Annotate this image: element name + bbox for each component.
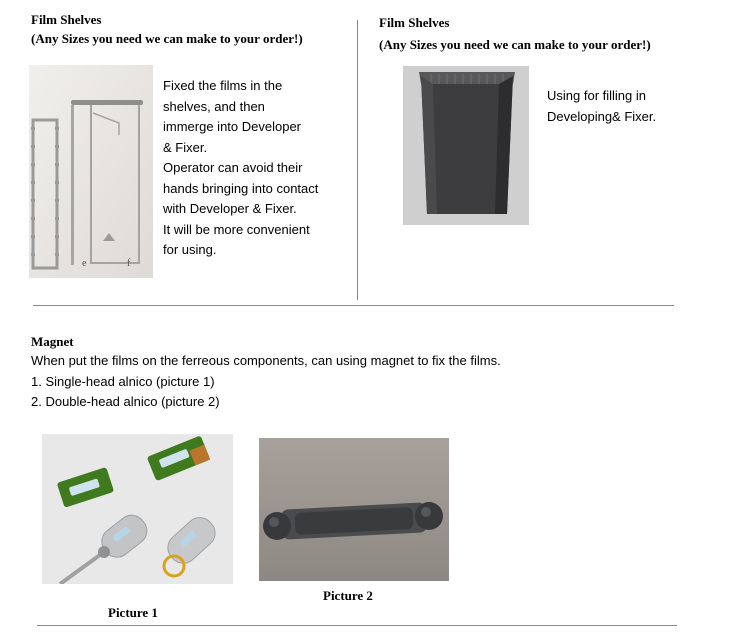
magnet-line: 2. Double-head alnico (picture 2) bbox=[31, 394, 220, 409]
film-tank-drawing bbox=[403, 66, 529, 225]
picture-2-caption: Picture 2 bbox=[323, 588, 373, 603]
magnet-title: Magnet bbox=[31, 334, 74, 349]
left-desc-line: & Fixer. bbox=[163, 139, 208, 155]
magnet-description bbox=[31, 351, 671, 413]
left-subtitle: (Any Sizes you need we can make to your order!) bbox=[31, 31, 303, 46]
single-head-alnico-drawing bbox=[42, 434, 233, 584]
right-title: Film Shelves bbox=[379, 15, 450, 30]
film-shelf-frame-drawing bbox=[29, 65, 153, 278]
left-desc-line: with Developer & Fixer. bbox=[163, 201, 297, 216]
right-subtitle: (Any Sizes you need we can make to your order!) bbox=[379, 37, 651, 52]
photo-label-e: e bbox=[82, 258, 87, 269]
photo-label-f: f bbox=[127, 258, 131, 269]
film-tank-photo bbox=[403, 66, 529, 225]
double-head-alnico-photo bbox=[259, 438, 449, 581]
double-head-alnico-drawing bbox=[259, 438, 449, 581]
left-desc-line: It will be more convenient bbox=[163, 221, 310, 237]
magnet-line: When put the films on the ferreous components, can using magnet to fix the films. bbox=[31, 353, 501, 368]
single-head-alnico-photo bbox=[42, 434, 233, 584]
right-desc-line: Using for filling in bbox=[547, 88, 646, 103]
left-desc-line: Fixed the films in the bbox=[163, 78, 283, 93]
right-desc-line: Developing& Fixer. bbox=[547, 108, 657, 124]
left-desc-line: shelves, and then bbox=[163, 98, 265, 114]
film-shelf-frame-photo bbox=[29, 65, 153, 278]
left-description bbox=[163, 76, 348, 261]
left-desc-line: Operator can avoid their bbox=[163, 160, 303, 175]
left-desc-line: immerge into Developer bbox=[163, 119, 302, 134]
vertical-divider bbox=[357, 20, 358, 300]
right-description bbox=[547, 86, 717, 127]
left-desc-line: for using. bbox=[163, 242, 217, 257]
magnet-line: 1. Single-head alnico (picture 1) bbox=[31, 373, 215, 389]
bottom-divider bbox=[37, 625, 677, 626]
left-desc-line: hands bringing into contact bbox=[163, 180, 319, 196]
section-divider bbox=[33, 305, 674, 306]
picture-1-caption: Picture 1 bbox=[108, 605, 158, 620]
left-title: Film Shelves bbox=[31, 12, 102, 27]
